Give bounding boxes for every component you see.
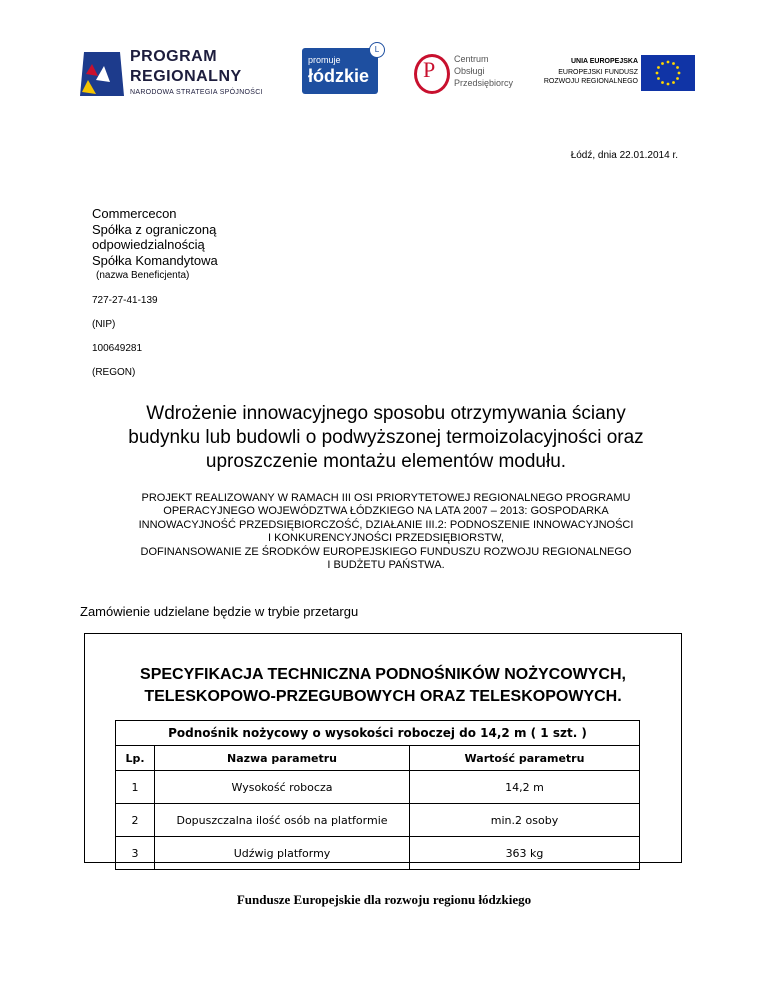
cop-p-icon: P bbox=[423, 57, 436, 82]
table-header-cell: Nazwa parametru bbox=[155, 746, 410, 771]
program-logo-line1: PROGRAM bbox=[130, 48, 218, 65]
eu-star-icon bbox=[672, 81, 675, 84]
project-description bbox=[80, 492, 692, 572]
table-cell: 2 bbox=[116, 804, 155, 837]
table-header-row bbox=[116, 746, 640, 771]
beneficiary-line: odpowiedzialnością bbox=[92, 237, 205, 252]
document-title bbox=[80, 402, 692, 474]
eu-star-icon bbox=[667, 83, 670, 86]
eu-logo-line2 bbox=[544, 68, 638, 86]
program-logo-line2: REGIONALNY bbox=[130, 68, 242, 85]
eu-star-icon bbox=[676, 77, 679, 80]
project-line: INNOWACYJNOŚĆ PRZEDSIĘBIORCZOŚĆ, DZIAŁANIE III.2: PODNOSZENIE INNOWACYJNOŚCI bbox=[138, 518, 634, 531]
eu-logo bbox=[538, 55, 698, 95]
title-line: budynku lub budowli o podwyższonej termoizolacyjności oraz bbox=[128, 427, 644, 448]
regon-value: 100649281 bbox=[92, 343, 143, 354]
table-row bbox=[116, 771, 640, 804]
table-cell: 1 bbox=[116, 771, 155, 804]
beneficiary-line: Commercecon bbox=[92, 206, 177, 221]
lodzkie-logo-big-text: łódzkie bbox=[308, 66, 370, 86]
table-cell: 14,2 m bbox=[410, 771, 640, 804]
eu-star-icon bbox=[661, 62, 664, 65]
cop-logo-line3: Przedsiębiorcy bbox=[454, 78, 514, 88]
beneficiary-line: Spółka z ograniczoną bbox=[92, 221, 217, 237]
table-cell: 363 kg bbox=[410, 837, 640, 870]
specification-title bbox=[85, 664, 681, 708]
nip-label: (NIP) bbox=[92, 319, 116, 330]
beneficiary-label: (nazwa Beneficjenta) bbox=[96, 270, 190, 281]
table-cell: Dopuszczalna ilość osób na platformie bbox=[155, 804, 410, 837]
eu-star-icon bbox=[672, 62, 675, 65]
specification-table bbox=[115, 720, 640, 870]
regon-label: (REGON) bbox=[92, 367, 136, 378]
spec-title-line: TELESKOPOWO-PRZEGUBOWYCH ORAZ TELESKOPOWYCH. bbox=[144, 688, 622, 705]
eu-star-icon bbox=[657, 66, 660, 69]
document-date: Łódź, dnia 22.01.2014 r. bbox=[570, 150, 678, 161]
eu-stars-icon bbox=[641, 55, 695, 91]
table-header-cell: Lp. bbox=[116, 746, 155, 771]
beneficiary-line: Spółka Komandytowa bbox=[92, 252, 218, 268]
spec-title-line: SPECYFIKACJA TECHNICZNA PODNOŚNIKÓW NOŻYCOWYCH, bbox=[140, 666, 626, 683]
title-line: Wdrożenie innowacyjnego sposobu otrzymywania ściany bbox=[146, 403, 626, 424]
program-regionalny-star-icon bbox=[78, 46, 126, 102]
eu-star-icon bbox=[657, 77, 660, 80]
table-cell: Wysokość robocza bbox=[155, 771, 410, 804]
cop-logo-line2: Obsługi bbox=[454, 66, 485, 76]
table-header-cell: Wartość parametru bbox=[410, 746, 640, 771]
order-note: Zamówienie udzielane będzie w trybie przetargu bbox=[80, 604, 359, 619]
table-row bbox=[116, 804, 640, 837]
table-row bbox=[116, 837, 640, 870]
eu-flag-icon bbox=[641, 55, 695, 91]
lodzkie-logo-small-text: promuje bbox=[308, 55, 341, 65]
page-footer: Fundusze Europejskie dla rozwoju regionu łódzkiego bbox=[236, 892, 532, 907]
eu-star-icon bbox=[656, 72, 659, 75]
eu-star-icon bbox=[667, 61, 670, 64]
promuje-lodzkie-logo bbox=[302, 48, 378, 94]
title-line: uproszczenie montażu elementów modułu. bbox=[205, 451, 567, 472]
nip-value: 727-27-41-139 bbox=[92, 295, 158, 306]
project-line: DOFINANSOWANIE ZE ŚRODKÓW EUROPEJSKIEGO FUNDUSZU ROZWOJU REGIONALNEGO bbox=[140, 545, 632, 558]
eu-logo-line3-text: ROZWOJU REGIONALNEGO bbox=[543, 78, 638, 85]
eu-logo-line2-text: EUROPEJSKI FUNDUSZ bbox=[558, 69, 638, 76]
cop-logo-line1: Centrum bbox=[454, 54, 489, 64]
project-line: OPERACYJNEGO WOJEWÓDZTWA ŁÓDZKIEGO NA LATA 2007 – 2013: GOSPODARKA bbox=[163, 505, 609, 518]
eu-star-icon bbox=[661, 81, 664, 84]
program-logo-line3: NARODOWA STRATEGIA SPÓJNOŚCI bbox=[130, 89, 263, 96]
project-line: I BUDŻETU PAŃSTWA. bbox=[327, 559, 445, 572]
project-line: PROJEKT REALIZOWANY W RAMACH III OSI PRIORYTETOWEJ REGIONALNEGO PROGRAMU bbox=[141, 492, 631, 504]
eu-logo-line1: UNIA EUROPEJSKA bbox=[570, 58, 638, 65]
centrum-obslugi-logo bbox=[414, 50, 514, 94]
project-line: I KONKURENCYJNOŚCI PRZEDSIĘBIORSTW, bbox=[268, 532, 504, 545]
eu-star-icon bbox=[676, 66, 679, 69]
table-cell: min.2 osoby bbox=[410, 804, 640, 837]
table-caption: Podnośnik nożycowy o wysokości roboczej do 14,2 m ( 1 szt. ) bbox=[116, 721, 640, 746]
program-regionalny-logo bbox=[78, 44, 278, 104]
table-cell: Udźwig platformy bbox=[155, 837, 410, 870]
beneficiary-name bbox=[92, 206, 218, 268]
lodzkie-badge-icon: L bbox=[369, 42, 385, 58]
table-cell: 3 bbox=[116, 837, 155, 870]
eu-star-icon bbox=[678, 72, 681, 75]
